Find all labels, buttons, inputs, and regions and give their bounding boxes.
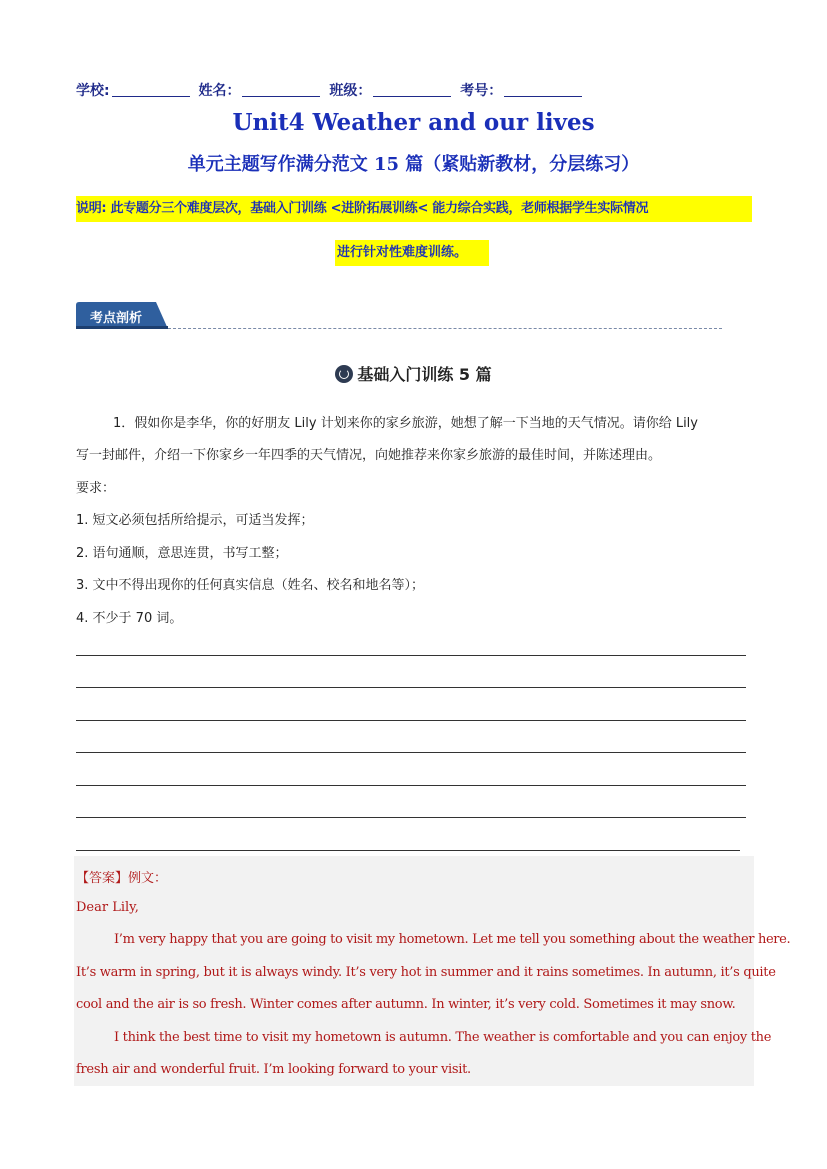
requirement-item: 3. 文中不得出现你的任何真实信息（姓名、校名和地名等）； xyxy=(76,578,425,593)
answer-line: cool and the air is so fresh. Winter comes after autumn. In winter, it’s very cold. Sometimes it may snow. xyxy=(76,997,736,1012)
instruction-note-line1: 说明: 此专题分三个难度层次，基础入门训练 <进阶拓展训练< 能力综合实践，老师根据学生实际情况 xyxy=(76,196,752,222)
writing-line[interactable] xyxy=(76,720,746,721)
writing-line[interactable] xyxy=(76,785,746,786)
writing-line[interactable] xyxy=(76,817,746,818)
requirements-label: 要求： xyxy=(76,481,116,496)
task-line-2: 写一封邮件，介绍一下你家乡一年四季的天气情况，向她推荐来你家乡旅游的最佳时间，并陈述理由。 xyxy=(76,448,662,463)
instruction-note-line2: 进行针对性难度训练。 xyxy=(335,240,489,266)
class-label: 班级： xyxy=(329,83,372,99)
writing-line[interactable] xyxy=(76,752,746,753)
task-line-1: 1．假如你是李华，你的好朋友 Lily 计划来你的家乡旅游，她想了解一下当地的天气情况。请你给 Lily xyxy=(113,416,698,431)
answer-greeting: Dear Lily, xyxy=(76,900,139,915)
answer-label: 【答案】例文： xyxy=(76,871,168,886)
answer-line: I think the best time to visit my hometown is autumn. The weather is comfortable and you can enjoy the xyxy=(114,1030,772,1045)
writing-line[interactable] xyxy=(76,687,746,688)
answer-line: I’m very happy that you are going to visit my hometown. Let me tell you something about the weather here. xyxy=(114,932,791,947)
class-blank[interactable] xyxy=(373,82,451,97)
requirement-item: 4. 不少于 70 词。 xyxy=(76,611,183,626)
school-blank[interactable] xyxy=(112,82,190,97)
page-title: Unit4 Weather and our lives xyxy=(232,109,595,136)
level-badge-icon xyxy=(335,365,353,383)
answer-line: It’s warm in spring, but it is always windy. It’s very hot in summer and it rains sometimes. In autumn, it’s quite xyxy=(76,965,776,980)
exam-number-label: 考号： xyxy=(460,83,503,99)
exam-number-blank[interactable] xyxy=(504,82,582,97)
answer-line: fresh air and wonderful fruit. I’m looking forward to your visit. xyxy=(76,1062,471,1077)
section-tab-label: 考点剖析 xyxy=(90,311,143,326)
page-subtitle: 单元主题写作满分范文 15 篇（紧贴新教材，分层练习） xyxy=(187,154,640,175)
writing-line[interactable] xyxy=(76,655,746,656)
school-label: 学校: xyxy=(76,83,110,99)
name-blank[interactable] xyxy=(242,82,320,97)
section-divider xyxy=(168,328,722,329)
requirement-item: 1. 短文必须包括所给提示，可适当发挥； xyxy=(76,513,314,528)
writing-line[interactable] xyxy=(76,850,740,851)
level-heading-text: 基础入门训练 5 篇 xyxy=(357,365,492,384)
name-label: 姓名： xyxy=(198,83,241,99)
section-tab xyxy=(76,302,168,329)
student-info-fields xyxy=(76,80,756,100)
level-heading xyxy=(0,362,827,385)
requirement-item: 2. 语句通顺，意思连贯，书写工整； xyxy=(76,546,288,561)
